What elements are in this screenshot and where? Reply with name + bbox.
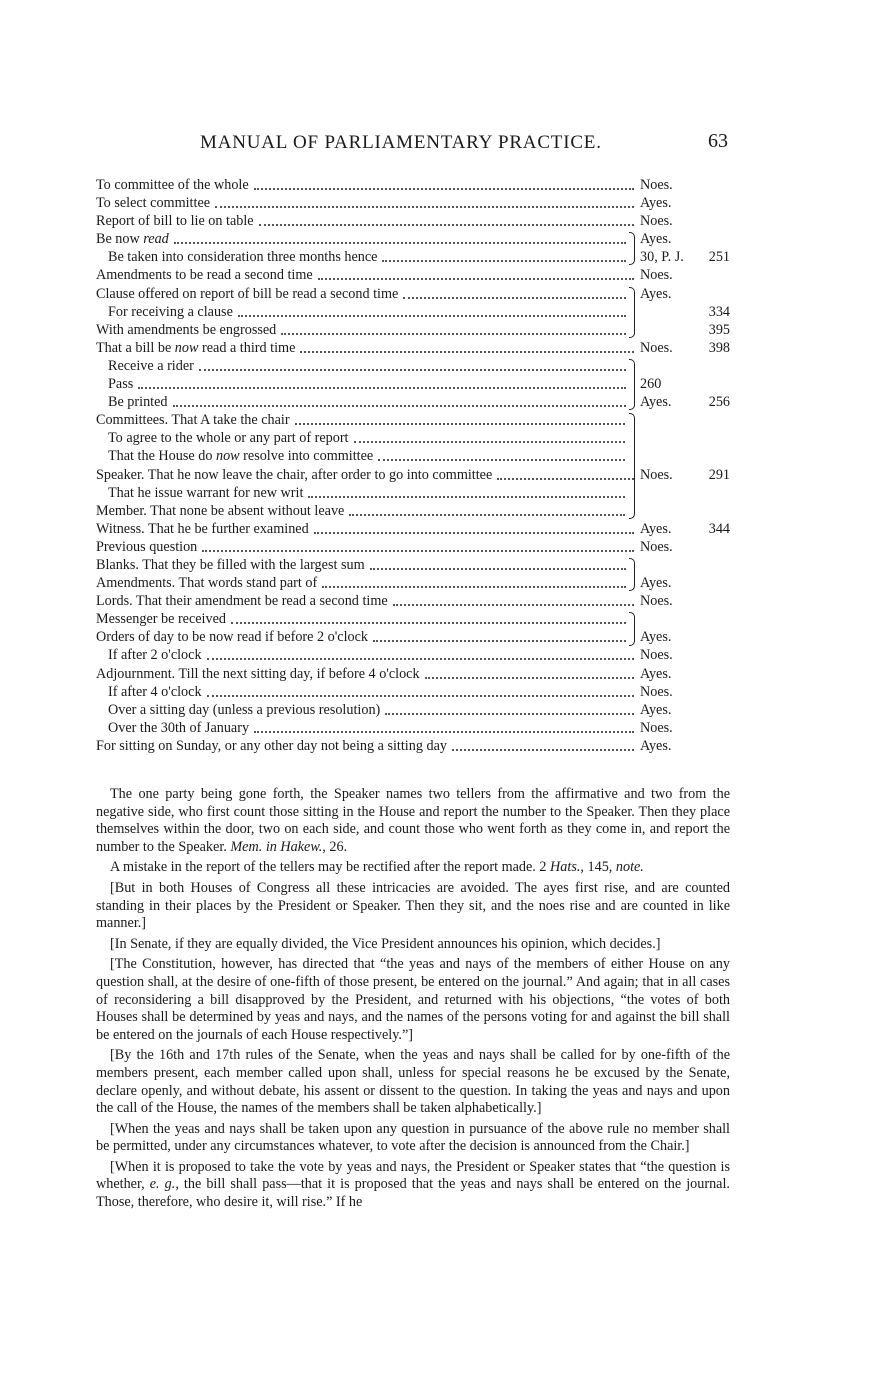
- row-label: [108, 248, 377, 266]
- row-label-text: Receive a rider: [108, 357, 194, 374]
- row-label-text: Be taken into consideration three months hence: [108, 249, 378, 266]
- row-label-emphasis: now: [215, 448, 240, 465]
- dot-leader: [318, 278, 634, 280]
- vote-result: Ayes.: [640, 575, 672, 592]
- row-label: [96, 212, 254, 230]
- vote-result: 260: [640, 376, 662, 393]
- row-label: [108, 447, 373, 465]
- row-label: [96, 538, 197, 556]
- row-label-tail: read a third time: [198, 339, 296, 356]
- dot-leader: [393, 604, 634, 606]
- dot-leader: [202, 550, 634, 552]
- row-label-text: To select committee: [96, 195, 211, 212]
- table-row: [96, 393, 736, 411]
- grouping-brace: [629, 558, 635, 591]
- paragraph: [96, 936, 730, 954]
- row-label-text: To agree to the whole or any part of report: [108, 430, 349, 447]
- table-row: [96, 230, 736, 248]
- row-label-emphasis: now: [174, 339, 199, 356]
- row-label: [108, 701, 380, 719]
- row-label-text: Be now: [96, 231, 144, 248]
- table-row: [96, 248, 736, 266]
- dot-leader: [215, 206, 634, 208]
- vote-result: Ayes.: [640, 629, 672, 646]
- table-row: [96, 285, 736, 303]
- row-label: [96, 610, 226, 628]
- page-number: 63: [708, 130, 728, 152]
- dot-leader: [300, 351, 634, 353]
- page-reference: 398: [708, 339, 730, 356]
- paragraph: [96, 786, 730, 856]
- row-label-text: If after 4 o'clock: [108, 683, 202, 700]
- grouping-brace: [629, 232, 635, 265]
- row-label: [96, 339, 295, 357]
- dot-leader: [231, 622, 626, 624]
- dot-leader: [403, 297, 626, 299]
- paragraph-text: [But in both Houses of Congress all these intricacies are avoided. The ayes first rise, and are counted standing in their places by the President or Speaker. Then they sit, and the noes rise and are counted in like manner.]: [96, 879, 730, 932]
- row-label-text: Committees. That A take the chair: [96, 412, 290, 429]
- row-label: [108, 646, 202, 664]
- vote-result: Noes.: [640, 719, 673, 736]
- dot-leader: [370, 568, 626, 570]
- running-title: MANUAL OF PARLIAMENTARY PRACTICE.: [200, 132, 602, 153]
- page-reference: 395: [708, 321, 730, 338]
- row-label: [96, 737, 447, 755]
- dot-leader: [378, 459, 625, 461]
- row-label: [96, 194, 210, 212]
- table-row: [96, 556, 736, 574]
- row-label: [96, 230, 169, 248]
- row-label: [96, 266, 313, 284]
- table-row: [96, 502, 736, 520]
- dot-leader: [254, 731, 634, 733]
- table-row: [96, 538, 736, 556]
- vote-result: Noes.: [640, 213, 673, 230]
- row-label-text: Amendments to be read a second time: [96, 267, 313, 284]
- vote-result: Ayes.: [640, 701, 672, 718]
- paragraph: [96, 1047, 730, 1117]
- vote-result: Noes.: [640, 593, 673, 610]
- row-label: [108, 429, 349, 447]
- dot-leader: [281, 333, 626, 335]
- dot-leader: [373, 640, 626, 642]
- paragraph: [96, 859, 730, 877]
- table-row: [96, 646, 736, 664]
- table-row: [96, 303, 736, 321]
- row-label: [108, 683, 202, 701]
- table-row: [96, 212, 736, 230]
- paragraph-text: [When it is proposed to take the vote by yeas and nays, the President or Speaker states that “the question is whether,: [96, 1158, 730, 1193]
- row-label-text: Witness. That he be further examined: [96, 520, 309, 537]
- page-reference: 256: [708, 394, 730, 411]
- row-label: [96, 628, 368, 646]
- paragraph: [96, 880, 730, 933]
- row-label-text: For receiving a clause: [108, 303, 233, 320]
- table-row: [96, 339, 736, 357]
- table-row: [96, 429, 736, 447]
- row-label-text: Orders of day to be now read if before 2 o'clock: [96, 629, 369, 646]
- dot-leader: [259, 224, 634, 226]
- paragraph-text: , the bill shall pass—that it is proposed that the yeas and nays shall be entered on the journal. Those, therefore, who desire it, will rise.” If he: [96, 1176, 730, 1211]
- row-label-text: Member. That none be absent without leave: [96, 502, 345, 519]
- dot-leader: [322, 586, 626, 588]
- paragraph-text: [When the yeas and nays shall be taken upon any question in pursuance of the above rule no member shall be permitted, under any circumstances whatever, to vote after the decision is announced from the Chair.]: [96, 1120, 730, 1155]
- vote-result: Ayes.: [640, 285, 672, 302]
- dot-leader: [382, 260, 626, 262]
- vote-result: Noes.: [640, 177, 673, 193]
- row-label: [96, 321, 276, 339]
- vote-result: Ayes.: [640, 231, 672, 248]
- vote-result: Noes.: [640, 339, 673, 356]
- table-row: [96, 628, 736, 646]
- table-row: [96, 321, 736, 339]
- vote-result: Noes.: [640, 647, 673, 664]
- dot-leader: [238, 315, 626, 317]
- row-label: [108, 484, 303, 502]
- page-header: [96, 128, 732, 158]
- paragraph: [96, 1159, 730, 1212]
- row-label: [96, 285, 398, 303]
- dot-leader: [173, 405, 627, 407]
- italic-citation: Mem. in Hakew.: [230, 838, 323, 855]
- table-row: [96, 375, 736, 393]
- row-label-text: For sitting on Sunday, or any other day not being a sitting day: [96, 737, 447, 754]
- row-label: [96, 520, 309, 538]
- row-label-text: Be printed: [108, 394, 168, 411]
- row-label-text: Amendments. That words stand part of: [96, 575, 318, 592]
- page-reference: 251: [708, 249, 730, 266]
- dot-leader: [254, 188, 634, 190]
- paragraph-text: [The Constitution, however, has directed that “the yeas and nays of the members of either House on any question shall, at the desire of one-fifth of those present, be entered on the journal.” And again; that in all cases of reconsidering a bill disapproved by the President, and returned with his objections, “the votes of both Houses shall be determined by yeas and nays, and the names of the persons voting for and against the bill shall be entered on the journals of each House respectively.”]: [96, 956, 730, 1043]
- table-row: [96, 357, 736, 375]
- table-row: [96, 683, 736, 701]
- row-label-text: Over the 30th of January: [108, 719, 250, 736]
- grouping-brace: [629, 359, 635, 410]
- table-row: [96, 266, 736, 284]
- page-reference: 291: [708, 466, 730, 483]
- dot-leader: [308, 496, 625, 498]
- table-row: [96, 592, 736, 610]
- vote-table: [96, 176, 736, 755]
- dot-leader: [207, 695, 634, 697]
- vote-result: 30, P. J.: [640, 249, 684, 266]
- table-row: [96, 411, 736, 429]
- row-label-text: That a bill be: [96, 339, 175, 356]
- italic-citation: e. g.: [149, 1176, 176, 1193]
- dot-leader: [174, 242, 626, 244]
- body-text: [96, 786, 730, 1215]
- row-label: [96, 574, 317, 592]
- table-row: [96, 719, 736, 737]
- vote-result: Ayes.: [640, 665, 672, 682]
- row-label-text: Blanks. That they be filled with the largest sum: [96, 556, 365, 573]
- page-reference: 344: [708, 520, 730, 537]
- row-label: [96, 411, 290, 429]
- row-label-text: That he issue warrant for new writ: [108, 484, 304, 501]
- row-label-emphasis: read: [143, 231, 169, 248]
- grouping-brace: [629, 413, 635, 519]
- row-label-text: Over a sitting day (unless a previous resolution): [108, 701, 381, 718]
- vote-result: Ayes.: [640, 737, 672, 754]
- dot-leader: [497, 478, 634, 480]
- row-label-text: Clause offered on report of bill be read a second time: [96, 285, 399, 302]
- row-label-text: To committee of the whole: [96, 177, 249, 193]
- table-row: [96, 194, 736, 212]
- vote-result: Ayes.: [640, 195, 672, 212]
- dot-leader: [199, 369, 626, 371]
- dot-leader: [425, 677, 634, 679]
- paragraph-text: A mistake in the report of the tellers may be rectified after the report made. 2: [110, 859, 551, 876]
- paragraph: [96, 1121, 730, 1156]
- table-row: [96, 447, 736, 465]
- dot-leader: [385, 713, 634, 715]
- grouping-brace: [629, 287, 635, 338]
- row-label: [108, 357, 194, 375]
- paragraph-text: [In Senate, if they are equally divided, the Vice President announces his opinion, which decides.]: [110, 935, 661, 952]
- page-reference: 334: [708, 303, 730, 320]
- vote-result: Noes.: [640, 538, 673, 555]
- row-label: [96, 665, 420, 683]
- row-label-text: Lords. That their amendment be read a second time: [96, 593, 388, 610]
- vote-result: Noes.: [640, 466, 673, 483]
- table-row: [96, 466, 736, 484]
- table-row: [96, 484, 736, 502]
- dot-leader: [349, 514, 625, 516]
- table-row: [96, 610, 736, 628]
- row-label-text: Pass: [108, 376, 134, 393]
- grouping-brace: [629, 612, 635, 645]
- italic-citation: note.: [615, 859, 644, 876]
- row-label-text: With amendments be engrossed: [96, 321, 277, 338]
- row-label: [96, 592, 388, 610]
- italic-citation: Hats.: [550, 859, 581, 876]
- row-label: [96, 176, 249, 194]
- row-label-text: Adjournment. Till the next sitting day, if before 4 o'clock: [96, 665, 420, 682]
- paragraph-text: , 145,: [580, 859, 616, 876]
- table-row: [96, 176, 736, 194]
- paragraph: [96, 956, 730, 1044]
- row-label-text: Previous question: [96, 538, 198, 555]
- dot-leader: [295, 423, 625, 425]
- dot-leader: [452, 749, 634, 751]
- row-label: [96, 556, 365, 574]
- vote-result: Noes.: [640, 683, 673, 700]
- row-label: [96, 502, 344, 520]
- table-row: [96, 520, 736, 538]
- row-label-text: Report of bill to lie on table: [96, 213, 254, 230]
- row-label-text: Messenger be received: [96, 611, 226, 628]
- row-label: [108, 303, 233, 321]
- vote-result: Ayes.: [640, 520, 672, 537]
- table-row: [96, 701, 736, 719]
- table-row: [96, 574, 736, 592]
- row-label: [108, 719, 249, 737]
- row-label-text: If after 2 o'clock: [108, 647, 202, 664]
- paragraph-text: The one party being gone forth, the Speaker names two tellers from the affirmative and two from the negative side, who first count those sitting in the House and report the number to the Speaker. Then they place themselves within the door, two on each side, and count those who went forth as they come in, and report the number to the Speaker.: [96, 786, 730, 855]
- dot-leader: [354, 441, 626, 443]
- paragraph-text: [By the 16th and 17th rules of the Senate, when the yeas and nays shall be called for by one-fifth of the members present, each member called upon shall, unless for special reasons he be excused by the Senate, declare openly, and without debate, his assent or dissent to the question. In taking the yeas and nays and upon the call of the House, the names of the members shall be taken alphabetically.]: [96, 1047, 730, 1117]
- row-label-text: That the House do: [108, 448, 216, 465]
- row-label-text: Speaker. That he now leave the chair, after order to go into committee: [96, 466, 493, 483]
- dot-leader: [314, 532, 634, 534]
- dot-leader: [138, 387, 626, 389]
- table-row: [96, 737, 736, 755]
- vote-result: Noes.: [640, 267, 673, 284]
- row-label-tail: resolve into committee: [239, 448, 374, 465]
- row-label: [108, 393, 168, 411]
- dot-leader: [207, 658, 634, 660]
- table-row: [96, 665, 736, 683]
- paragraph-text: , 26.: [322, 838, 348, 855]
- vote-result: Ayes.: [640, 394, 672, 411]
- row-label: [108, 375, 133, 393]
- row-label: [96, 466, 492, 484]
